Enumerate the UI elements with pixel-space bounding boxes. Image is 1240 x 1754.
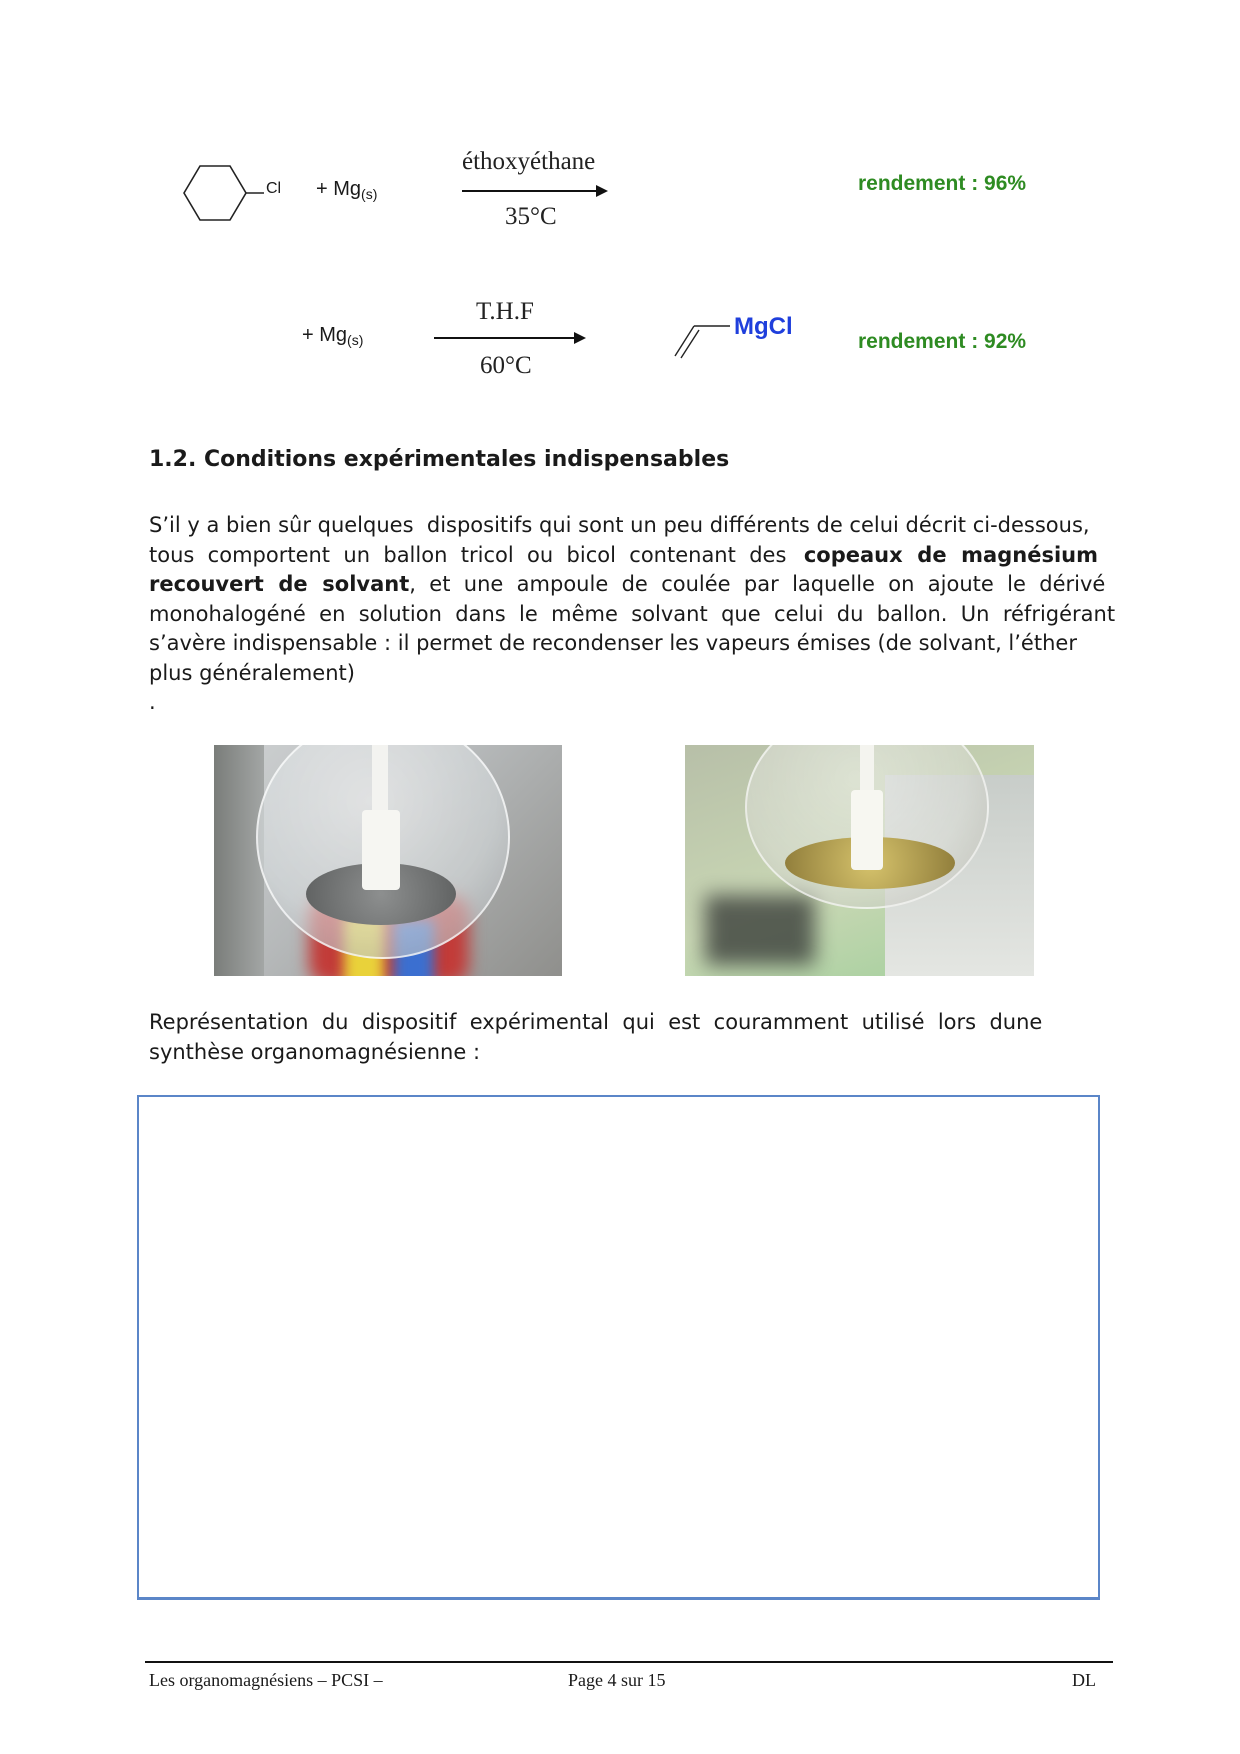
footer-left: Les organomagnésiens – PCSI – (149, 1670, 383, 1690)
photo-flask-solution (685, 745, 1034, 976)
drawing-box (137, 1095, 1100, 1600)
photo-flask-magnesium (214, 745, 562, 976)
paragraph-line: tous comportent un ballon tricol ou bicol contenant des copeaux de magnésium (149, 542, 1098, 567)
reagent-mg-2: + $Mg_{(s)}$ (302, 324, 364, 348)
condition-solvent-2: T.H.F (476, 298, 534, 325)
arrow-head-1 (596, 185, 608, 197)
paragraph-line: recouvert de solvant, et une ampoule de coulée par laquelle on ajoute le dérivé (149, 572, 1106, 596)
apparatus-caption (149, 1008, 1098, 1067)
paragraph-line: monohalogéné en solution dans le même solvant que celui du ballon. Un réfrigérant (149, 601, 1116, 626)
yield-1: rendement : 96% (858, 172, 1027, 195)
product-mgcl-label: MgCl (734, 313, 793, 340)
paragraph-line: plus généralement) (149, 660, 355, 685)
footer-right: DL (1072, 1670, 1096, 1690)
condition-solvent-1: éthoxyéthane (462, 148, 596, 175)
caption-line: Représentation du dispositif expérimental qui est couramment utilisé lors dune (149, 1010, 1043, 1034)
caption-line: synthèse organomagnésienne : (149, 1039, 481, 1064)
reaction-arrow-1 (462, 190, 600, 192)
paragraph-line: s’avère indispensable : il permet de recondenser les vapeurs émises (de solvant, l’éther (149, 631, 1077, 655)
section-paragraph (149, 511, 1116, 718)
reaction-arrow-2 (434, 337, 578, 339)
chlorine-label: Cl (266, 180, 282, 197)
yield-2: rendement : 92% (858, 330, 1027, 353)
allyl-structure (672, 318, 732, 360)
footer-page-number: Page 4 sur 15 (568, 1670, 666, 1690)
reagent-mg-1: + $Mg_{(s)}$ (316, 178, 378, 202)
footer-rule (145, 1661, 1113, 1663)
arrow-head-2 (574, 332, 586, 344)
section-heading: 1.2. Conditions expérimentales indispensables (149, 447, 730, 472)
cyclohexyl-chloride-structure (180, 160, 280, 226)
paragraph-line: S’il y a bien sûr quelques dispositifs qui sont un peu différents de celui décrit ci-dessous, (149, 513, 1090, 537)
condition-temperature-2: 60°C (480, 352, 532, 379)
paragraph-line: . (149, 690, 156, 714)
condition-temperature-1: 35°C (505, 203, 557, 230)
